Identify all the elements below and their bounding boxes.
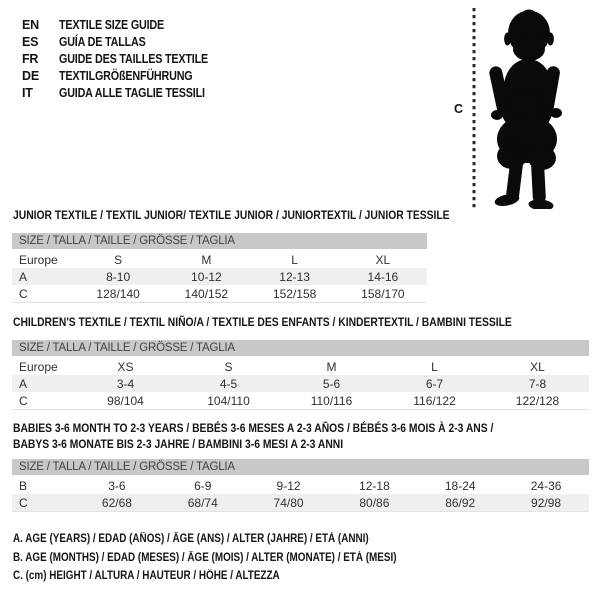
table-row [12, 375, 589, 392]
size-value: 74/80 [273, 495, 304, 510]
size-header-bar: SIZE / TALLA / TAILLE / GRÖSSE / TAGLIA [12, 459, 589, 475]
size-value: 86/92 [445, 495, 476, 510]
lang-row-fr [22, 51, 232, 68]
lang-code: FR [22, 52, 39, 66]
size-header-bar: SIZE / TALLA / TAILLE / GRÖSSE / TAGLIA [12, 233, 427, 249]
footnote-age-months [13, 549, 459, 568]
row-label: C [19, 286, 28, 301]
size-value: XS [117, 359, 134, 374]
size-table [12, 477, 589, 511]
footnote-age-years [13, 530, 459, 549]
section-babies-textile [12, 420, 589, 512]
size-value: 92/98 [531, 495, 562, 510]
measurement-figure [440, 0, 600, 220]
size-value: 9-12 [276, 478, 301, 493]
table-row [12, 392, 589, 409]
table-row [12, 494, 589, 511]
size-value: L [431, 359, 438, 374]
size-value: 140/152 [184, 286, 229, 301]
row-label: Europe [19, 359, 58, 374]
lang-title: TEXTILGRÖßENFÜHRUNG [59, 69, 193, 83]
section-heading [13, 314, 589, 330]
size-value: 14-16 [367, 269, 399, 284]
section-heading-text-line1: BABIES 3-6 MONTH TO 2-3 YEARS / BEBÉS 3-6 MESES A 2-3 AÑOS / BÉBÉS 3-6 MOIS À 2-3 ANS / [13, 421, 494, 435]
size-table [12, 358, 589, 409]
size-value: 12-18 [359, 478, 390, 493]
size-value: 7-8 [528, 376, 547, 391]
footnote-text: C. (cm) HEIGHT / ALTURA / HAUTEUR / HÖHE / ALTEZZA [13, 570, 280, 582]
size-value: S [224, 359, 233, 374]
lang-code: ES [22, 35, 39, 49]
size-value: L [291, 252, 298, 267]
size-value: 8-10 [106, 269, 131, 284]
size-value: 5-6 [322, 376, 341, 391]
size-value: S [114, 252, 123, 267]
lang-code: DE [22, 69, 39, 83]
table-row [12, 285, 427, 302]
height-measure-line [472, 8, 476, 211]
size-value: M [201, 252, 212, 267]
row-label: B [19, 478, 28, 493]
lang-title: GUIDA ALLE TAGLIE TESSILI [59, 86, 205, 100]
lang-title: TEXTILE SIZE GUIDE [59, 18, 165, 32]
section-children-textile [12, 314, 589, 410]
baby-silhouette-icon [483, 9, 567, 209]
table-row [12, 251, 427, 268]
size-value: 10-12 [191, 269, 222, 284]
size-table [12, 251, 427, 302]
lang-title: GUÍA DE TALLAS [59, 35, 146, 49]
size-value: 68/74 [187, 495, 218, 510]
lang-code: EN [22, 18, 39, 32]
row-label: A [19, 376, 28, 391]
section-junior-textile [12, 207, 450, 303]
size-value: 104/110 [207, 393, 250, 408]
language-title-list [22, 17, 232, 102]
row-label: C [19, 495, 28, 510]
size-value: 6-7 [425, 376, 444, 391]
size-value: 152/158 [272, 286, 317, 301]
junior-size-table [12, 233, 427, 303]
size-value: 12-13 [279, 269, 310, 284]
size-value: 18-24 [444, 478, 476, 493]
footnote-text: A. AGE (YEARS) / EDAD (AÑOS) / ÂGE (ANS) / ALTER (JAHRE) / ETÀ (ANNI) [13, 533, 369, 545]
row-label: C [19, 393, 28, 408]
size-value: XL [530, 359, 545, 374]
size-value: 128/140 [96, 286, 140, 301]
section-heading-text: JUNIOR TEXTILE / TEXTIL JUNIOR/ TEXTILE JUNIOR / JUNIORTEXTIL / JUNIOR TESSILE [13, 208, 450, 222]
section-heading-text: CHILDREN'S TEXTILE / TEXTIL NIÑO/A / TEXTILE DES ENFANTS / KINDERTEXTIL / BAMBINI TESSILE [13, 315, 512, 329]
size-value: 98/104 [107, 393, 144, 408]
size-value: 4-5 [219, 376, 238, 391]
size-value: 24-36 [530, 478, 562, 493]
lang-title: GUIDE DES TAILLES TEXTILE [59, 52, 209, 66]
lang-code: IT [22, 86, 33, 100]
size-value: 158/170 [361, 286, 405, 301]
size-value: 122/128 [515, 393, 560, 408]
row-label: A [19, 269, 28, 284]
lang-row-it [22, 85, 232, 102]
section-heading-text-line2: BABYS 3-6 MONATE BIS 2-3 JAHRE / BAMBINI 3-6 MESI A 2-3 ANNI [13, 437, 344, 451]
size-value: 116/122 [413, 393, 456, 408]
lang-row-de [22, 68, 232, 85]
footnotes [13, 530, 459, 586]
size-value: 3-4 [116, 376, 135, 391]
lang-row-en [22, 17, 232, 34]
table-row [12, 358, 589, 375]
size-value: 3-6 [108, 478, 126, 493]
size-value: M [326, 359, 337, 374]
size-value: 110/116 [310, 393, 353, 408]
table-row [12, 268, 427, 285]
size-value: 62/68 [101, 495, 132, 510]
lang-row-es [22, 34, 232, 51]
section-heading [13, 207, 450, 223]
size-value: 6-9 [194, 478, 212, 493]
size-header-bar: SIZE / TALLA / TAILLE / GRÖSSE / TAGLIA [12, 340, 589, 356]
size-value: 80/86 [359, 495, 390, 510]
size-value: XL [375, 252, 391, 267]
footnote-height-cm [13, 567, 459, 586]
height-measure-label: C [454, 102, 464, 116]
babies-size-table [12, 459, 589, 512]
section-heading [13, 420, 589, 452]
footnote-text: B. AGE (MONTHS) / EDAD (MESES) / ÂGE (MOIS) / ALTER (MONATE) / ETÀ (MESI) [13, 551, 397, 564]
table-row [12, 477, 589, 494]
children-size-table [12, 340, 589, 410]
row-label: Europe [19, 252, 58, 267]
